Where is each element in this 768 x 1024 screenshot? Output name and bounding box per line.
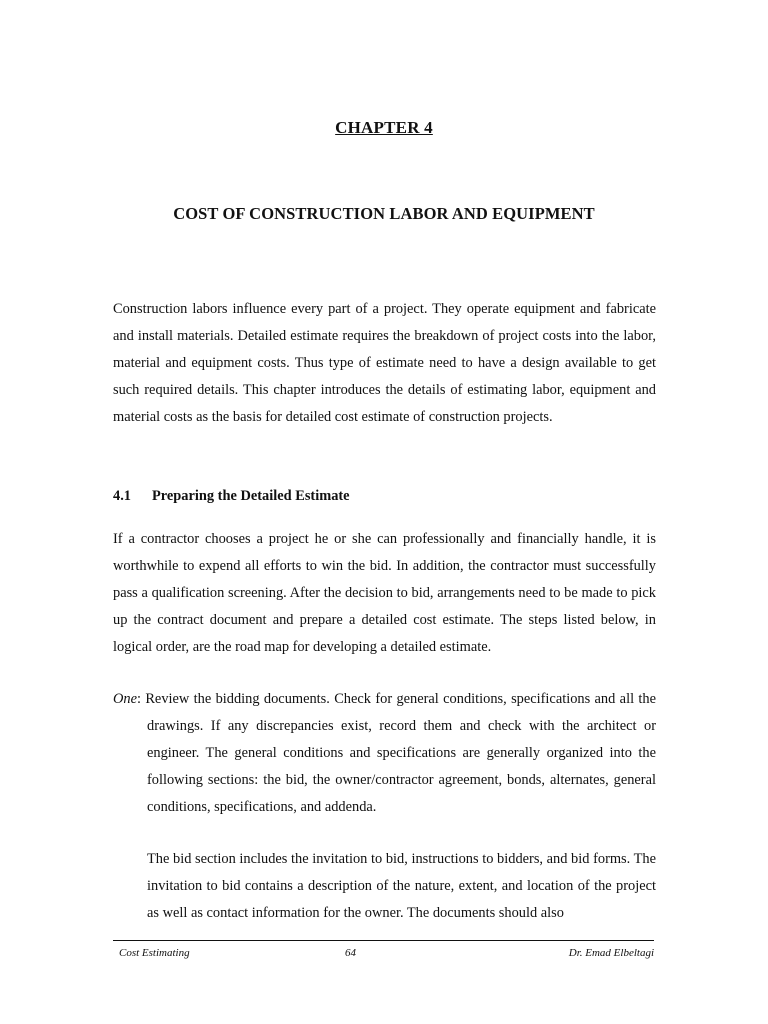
footer-author: Dr. Emad Elbeltagi [568, 947, 654, 959]
step-one-separator: : [136, 691, 141, 707]
section-heading [113, 488, 350, 505]
section-title: Preparing the Detailed Estimate [152, 488, 350, 504]
chapter-subtitle: COST OF CONSTRUCTION LABOR AND EQUIPMENT [173, 204, 595, 223]
intro-paragraph: Construction labors influence every part of a project. They operate equipment and fabricate and install materials. Detailed estimate requires the breakdown of project costs into the labor, material and equipment costs. Thus type of estimate need to have a design available to get such required details. This chapter introduces the details of estimating labor, equipment and material costs as the basis for detailed cost estimate of construction projects. [113, 301, 656, 425]
section-number: 4.1 [113, 488, 131, 504]
step-one-paragraph [113, 686, 656, 821]
page-footer [113, 947, 654, 963]
step-one-text: Review the bidding documents. Check for general conditions, specifications and all the drawings. If any discrepancies exist, record them and check with the architect or engineer. The general conditions and specifications are generally organized into the following sections: the bid, the owner/contractor agreement, bonds, alternates, general conditions, specifications, and addenda. [140, 691, 656, 815]
footer-book-title: Cost Estimating [119, 947, 190, 959]
footer-divider [113, 940, 654, 941]
chapter-title: CHAPTER 4 [335, 118, 433, 137]
footer-page-number: 64 [345, 947, 356, 959]
bid-section-paragraph: The bid section includes the invitation to bid, instructions to bidders, and bid forms. The invitation to bid contains a description of the nature, extent, and location of the project as well as contact information for the owner. The documents should also [147, 851, 656, 921]
step-one-label: One [113, 691, 137, 707]
section-paragraph: If a contractor chooses a project he or she can professionally and financially handle, it is worthwhile to expend all efforts to win the bid. In addition, the contractor must successfully pass a qualification screening. After the decision to bid, arrangements need to be made to pick up the contract document and prepare a detailed cost estimate. The steps listed below, in logical order, are the road map for developing a detailed estimate. [113, 531, 656, 655]
